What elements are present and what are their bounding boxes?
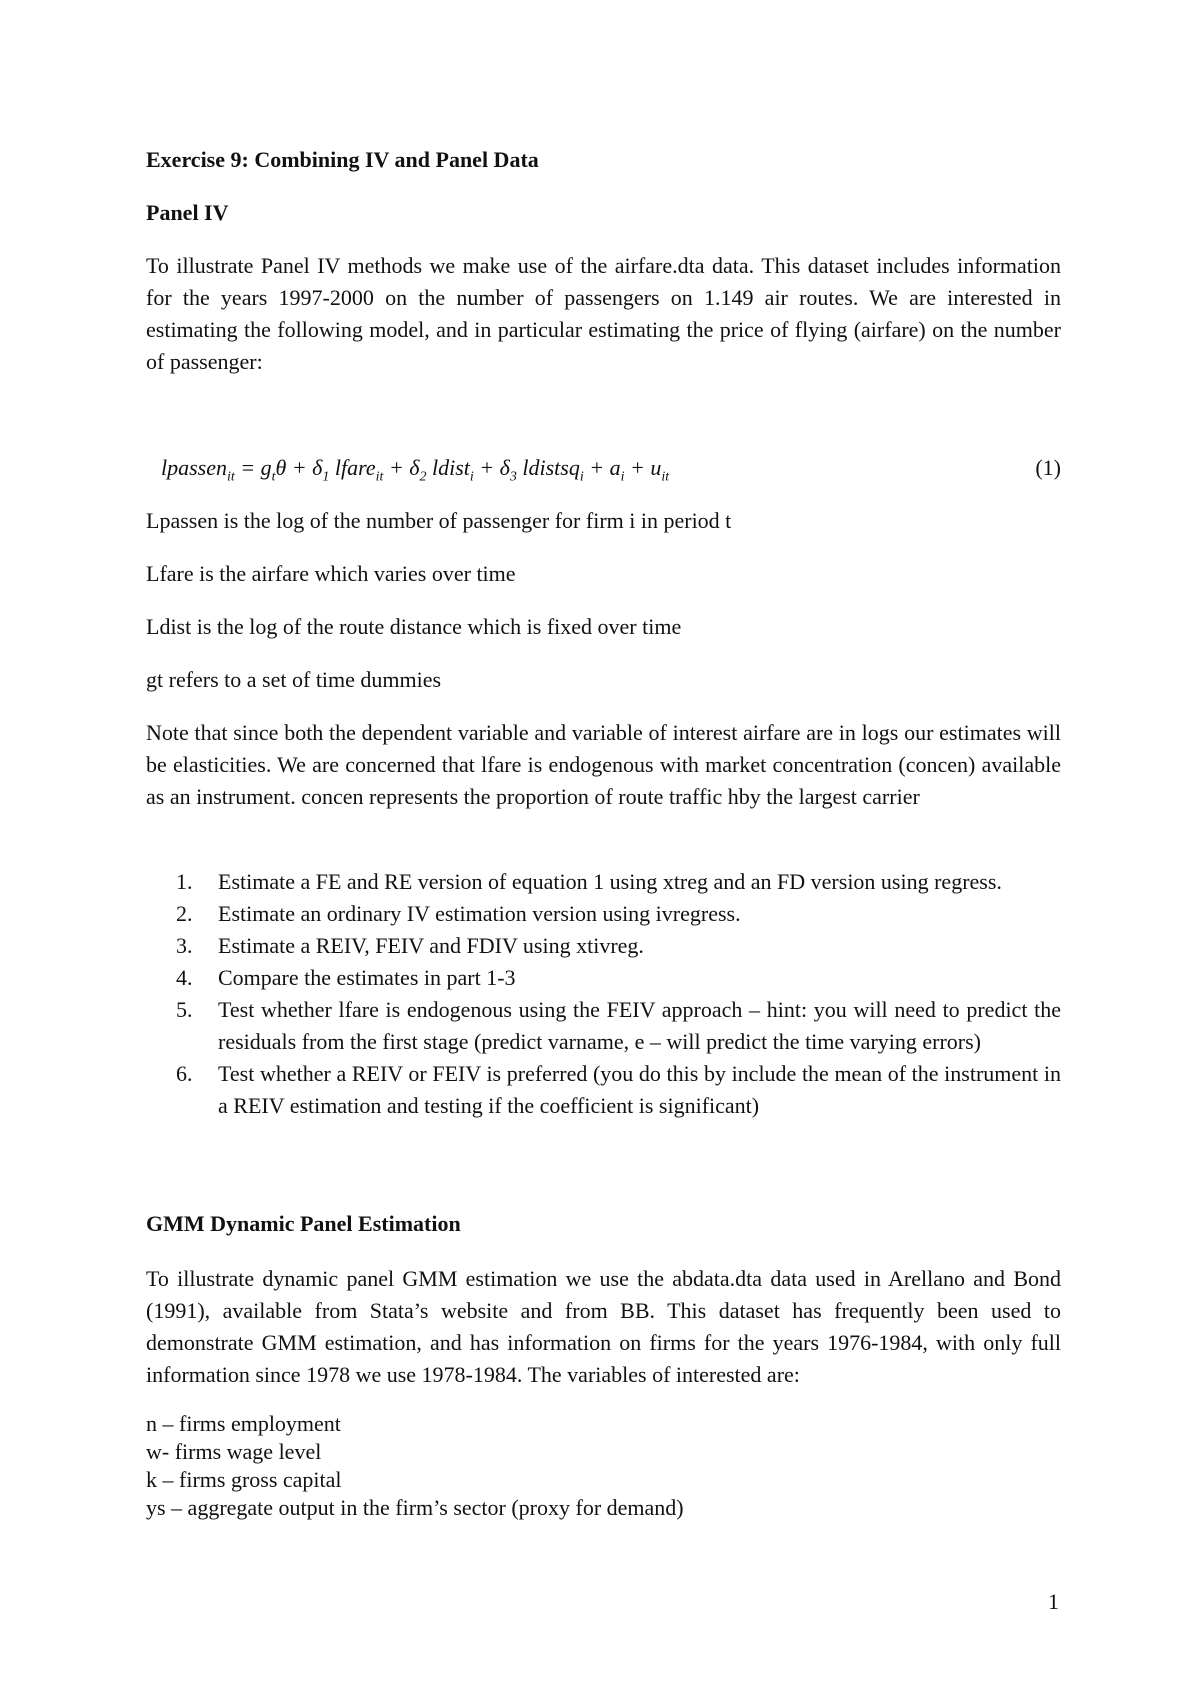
document-title: Exercise 9: Combining IV and Panel Data — [146, 147, 539, 172]
variable-item: w- firms wage level — [146, 1439, 322, 1464]
list-number: 3. — [176, 933, 193, 958]
list-text: Test whether lfare is endogenous using the FEIV approach – hint: you will need to predict the residuals from the first stage (predict varname, e – will predict the time varying errors) — [218, 997, 1061, 1054]
gmm-intro-paragraph: To illustrate dynamic panel GMM estimation we use the abdata.dta data used in Arellano and Bond (1991), available from Stata’s website and from BB. This dataset has frequently been used to demonstrate GMM estimation, and has information on firms for the years 1976-1984, with only full information since 1978 we use 1978-1984. The variables of interested are: — [146, 1266, 1061, 1387]
list-text: Estimate a REIV, FEIV and FDIV using xtivreg. — [218, 933, 644, 958]
variable-item: k – firms gross capital — [146, 1467, 342, 1492]
list-text: Compare the estimates in part 1-3 — [218, 965, 516, 990]
definition-lpassen: Lpassen is the log of the number of passenger for firm i in period t — [146, 508, 732, 533]
equation-1 — [146, 452, 1061, 488]
list-item — [146, 930, 1061, 962]
task-list — [146, 866, 1061, 1122]
definition-lfare: Lfare is the airfare which varies over time — [146, 561, 516, 586]
intro-paragraph: To illustrate Panel IV methods we make use of the airfare.dta data. This dataset includes information for the years 1997-2000 on the number of passengers on 1.149 air routes. We are interested in estimating the following model, and in particular estimating the price of flying (airfare) on the number of passenger: — [146, 253, 1061, 374]
list-item — [146, 866, 1061, 898]
variable-list — [146, 1410, 1061, 1522]
variable-item: ys – aggregate output in the firm’s sector (proxy for demand) — [146, 1495, 684, 1520]
list-number: 2. — [176, 901, 193, 926]
list-number: 5. — [176, 997, 193, 1022]
list-item — [146, 962, 1061, 994]
list-item — [146, 898, 1061, 930]
list-item — [146, 1058, 1061, 1122]
list-item — [146, 994, 1061, 1058]
definition-gt: gt refers to a set of time dummies — [146, 667, 442, 692]
list-text: Test whether a REIV or FEIV is preferred (you do this by include the mean of the instrument in a REIV estimation and testing if the coefficient is significant) — [218, 1061, 1061, 1118]
definition-ldist: Ldist is the log of the route distance which is fixed over time — [146, 614, 682, 639]
list-number: 1. — [176, 869, 193, 894]
note-paragraph: Note that since both the dependent variable and variable of interest airfare are in logs our estimates will be elasticities. We are concerned that lfare is endogenous with market concentration (concen) available as an instrument. concen represents the proportion of route traffic hby the largest carrier — [146, 720, 1061, 809]
list-number: 4. — [176, 965, 193, 990]
page-number: 1 — [1048, 1589, 1059, 1614]
variable-item: n – firms employment — [146, 1411, 341, 1436]
list-text: Estimate an ordinary IV estimation version using ivregress. — [218, 901, 741, 926]
list-number: 6. — [176, 1061, 193, 1086]
list-text: Estimate a FE and RE version of equation 1 using xtreg and an FD version using regress. — [218, 869, 1002, 894]
equation-formula: lpassen$_{it}$ = $g_t\theta + \delta_1$ lfare$_{it}$ + $\delta_2$ ldist$_i$ + $\delta_3$ ldistsq$_i$ + $a_i + u_{it}$ — [161, 455, 670, 485]
section-heading-panel-iv: Panel IV — [146, 200, 229, 225]
equation-number: (1) — [1035, 455, 1061, 480]
section-heading-gmm: GMM Dynamic Panel Estimation — [146, 1211, 461, 1236]
